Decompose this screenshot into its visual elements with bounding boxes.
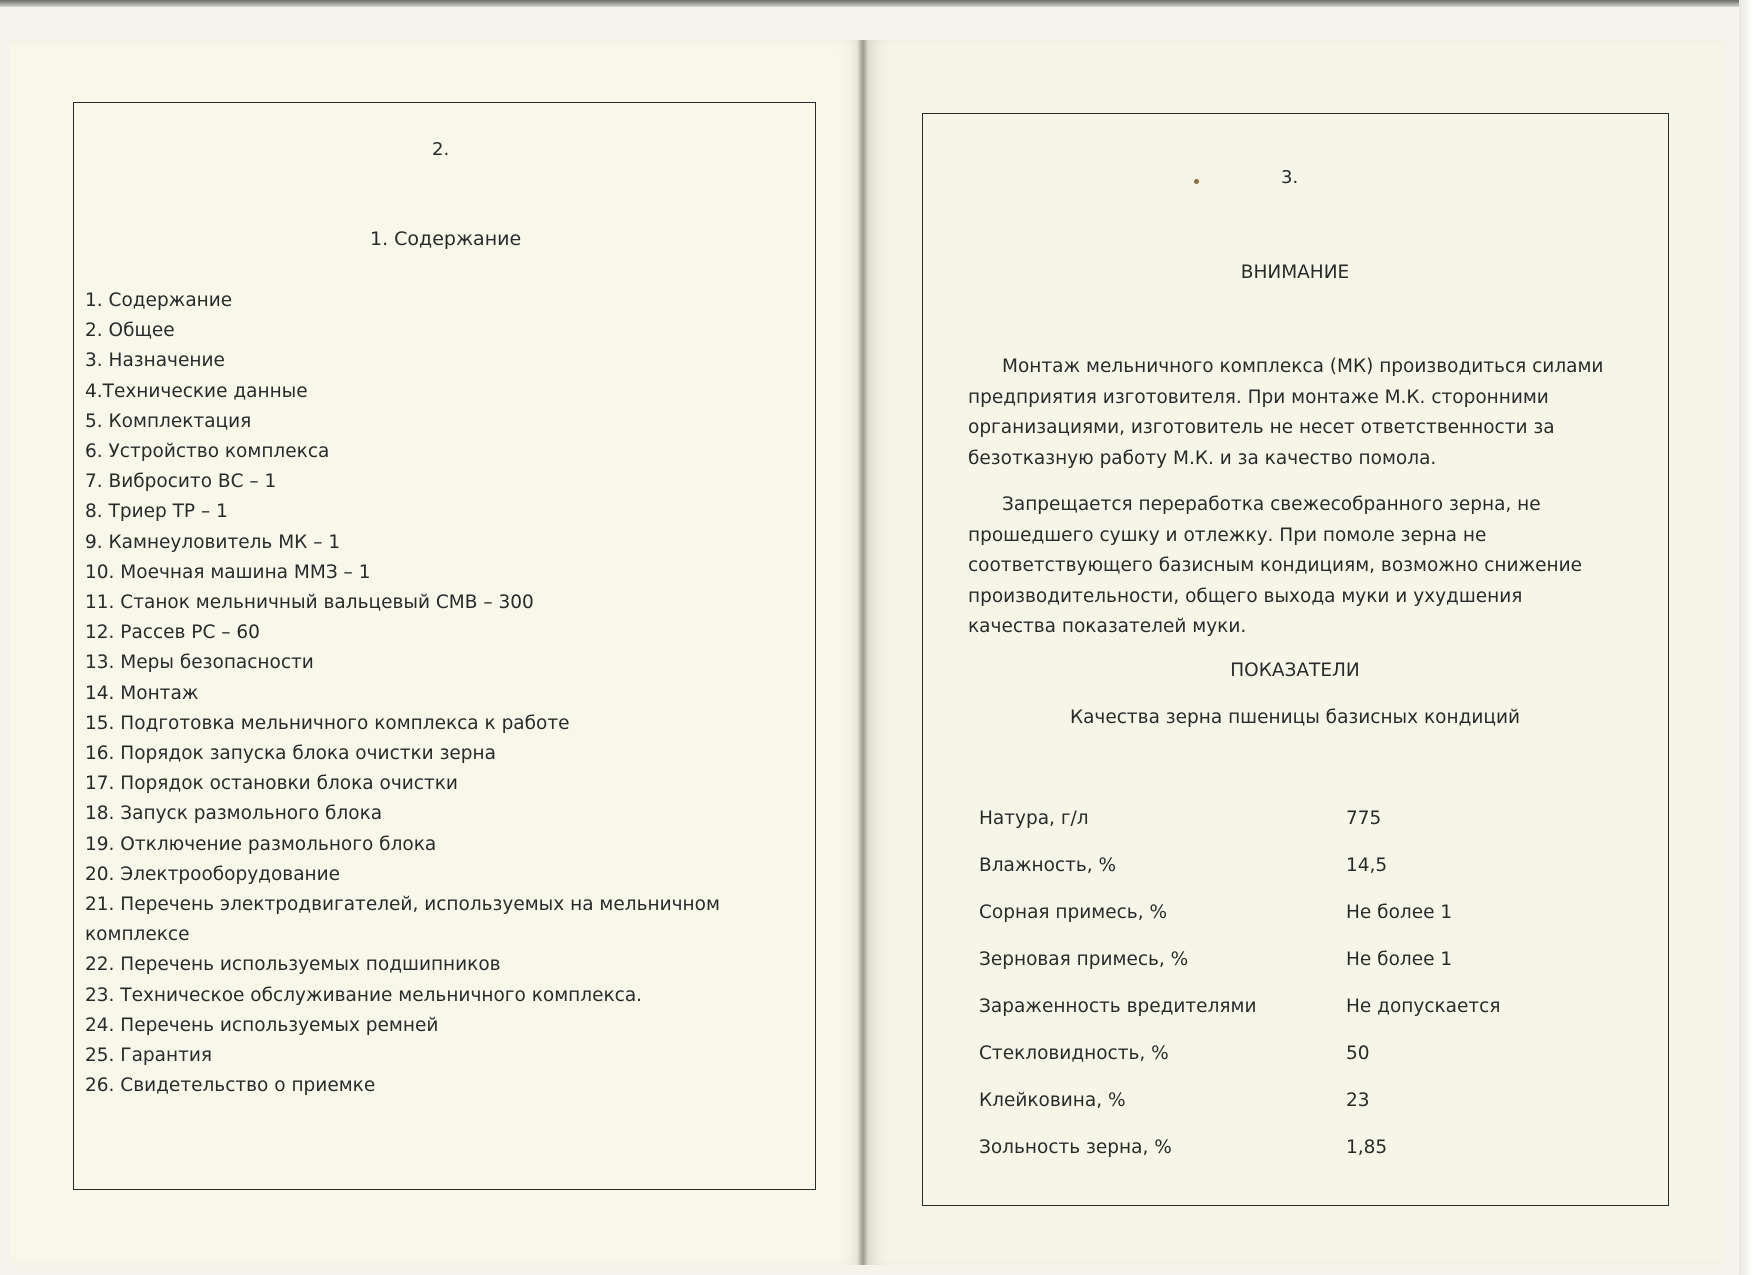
indicator-name: Зольность зерна, % <box>979 1137 1172 1158</box>
indicator-value: 23 <box>1346 1090 1370 1111</box>
toc-item: 5. Комплектация <box>85 410 252 432</box>
toc-item: 21. Перечень электродвигателей, используемых на мельничном комплексе <box>85 894 720 946</box>
indicator-name: Зараженность вредителями <box>979 996 1257 1017</box>
attention-heading: ВНИМАНИЕ <box>1240 262 1350 283</box>
right-page-number: 3. <box>1281 167 1299 188</box>
indicator-value: 14,5 <box>1346 855 1388 876</box>
table-row <box>979 889 1566 936</box>
toc-item: 23. Техническое обслуживание мельничного комплекса. <box>85 984 643 1006</box>
toc-item: 3. Назначение <box>85 350 225 372</box>
toc-item: 19. Отключение размольного блока <box>85 833 437 855</box>
table-row <box>979 795 1566 842</box>
scan-top-edge <box>0 0 1753 7</box>
toc-item: 4.Технические данные <box>85 380 308 402</box>
toc-item: 13. Меры безопасности <box>85 652 314 674</box>
toc-item: 18. Запуск размольного блока <box>85 803 383 825</box>
toc-item: 12. Рассев РС – 60 <box>85 622 260 644</box>
grain-quality-table <box>979 795 1566 1171</box>
toc-item: 26. Свидетельство о приемке <box>85 1075 376 1097</box>
indicator-value: Не более 1 <box>1346 902 1453 923</box>
table-row <box>979 1030 1566 1077</box>
table-row <box>979 842 1566 889</box>
indicator-value: 1,85 <box>1346 1137 1388 1158</box>
toc-item: 22. Перечень используемых подшипников <box>85 954 501 976</box>
scan-right-edge <box>1739 0 1753 1275</box>
indicator-name: Натура, г/л <box>979 808 1089 829</box>
toc-item: 2. Общее <box>85 320 175 342</box>
toc-item: 14. Монтаж <box>85 682 199 704</box>
grain-processing-paragraph: Запрещается переработка свежесобранного зерна, не прошедшего сушку и отлежку. При помоле зерна не соответствующего базисным кондициям, возможно снижение производительности, общего выхода муки и ухудшения качества показателей муки. <box>968 494 1583 637</box>
indicator-value: 775 <box>1346 808 1382 829</box>
toc-title: 1. Содержание <box>370 228 522 250</box>
indicators-subtitle: Качества зерна пшеницы базисных кондиций <box>1069 707 1521 728</box>
table-row <box>979 1077 1566 1124</box>
toc-item: 10. Моечная машина ММЗ – 1 <box>85 561 371 583</box>
toc-item: 6. Устройство комплекса <box>85 441 330 463</box>
toc-item: 16. Порядок запуска блока очистки зерна <box>85 743 496 765</box>
toc-list <box>85 286 725 1101</box>
indicator-name: Клейковина, % <box>979 1090 1126 1111</box>
installation-paragraph: Монтаж мельничного комплекса (МК) производиться силами предприятия изготовителя. При монтаже М.К. сторонними организациями, изготовитель не несет ответственности за безотказную работу М.К. и за качество помола. <box>968 356 1604 469</box>
indicator-name: Зерновая примесь, % <box>979 949 1189 970</box>
indicator-name: Сорная примесь, % <box>979 902 1168 923</box>
toc-item: 17. Порядок остановки блока очистки <box>85 773 458 795</box>
book-gutter <box>858 40 868 1265</box>
toc-item: 24. Перечень используемых ремней <box>85 1014 439 1036</box>
indicator-name: Стекловидность, % <box>979 1043 1169 1064</box>
indicators-heading: ПОКАЗАТЕЛИ <box>1230 660 1360 681</box>
table-row <box>979 983 1566 1030</box>
table-row <box>979 936 1566 983</box>
indicator-value: Не более 1 <box>1346 949 1453 970</box>
toc-item: 8. Триер ТР – 1 <box>85 501 228 523</box>
toc-item: 20. Электрооборудование <box>85 863 341 885</box>
toc-item: 11. Станок мельничный вальцевый СМВ – 300 <box>85 592 534 614</box>
indicator-name: Влажность, % <box>979 855 1117 876</box>
toc-item: 25. Гарантия <box>85 1045 213 1067</box>
toc-item: 1. Содержание <box>85 290 233 311</box>
left-page-number: 2. <box>432 139 450 160</box>
ink-speck <box>1194 179 1199 184</box>
indicator-value: 50 <box>1346 1043 1370 1064</box>
toc-item: 7. Вибросито ВС – 1 <box>85 471 277 493</box>
toc-item: 15. Подготовка мельничного комплекса к работе <box>85 712 570 734</box>
table-row <box>979 1124 1566 1171</box>
toc-item: 9. Камнеуловитель МК – 1 <box>85 531 341 553</box>
indicator-value: Не допускается <box>1346 996 1501 1017</box>
